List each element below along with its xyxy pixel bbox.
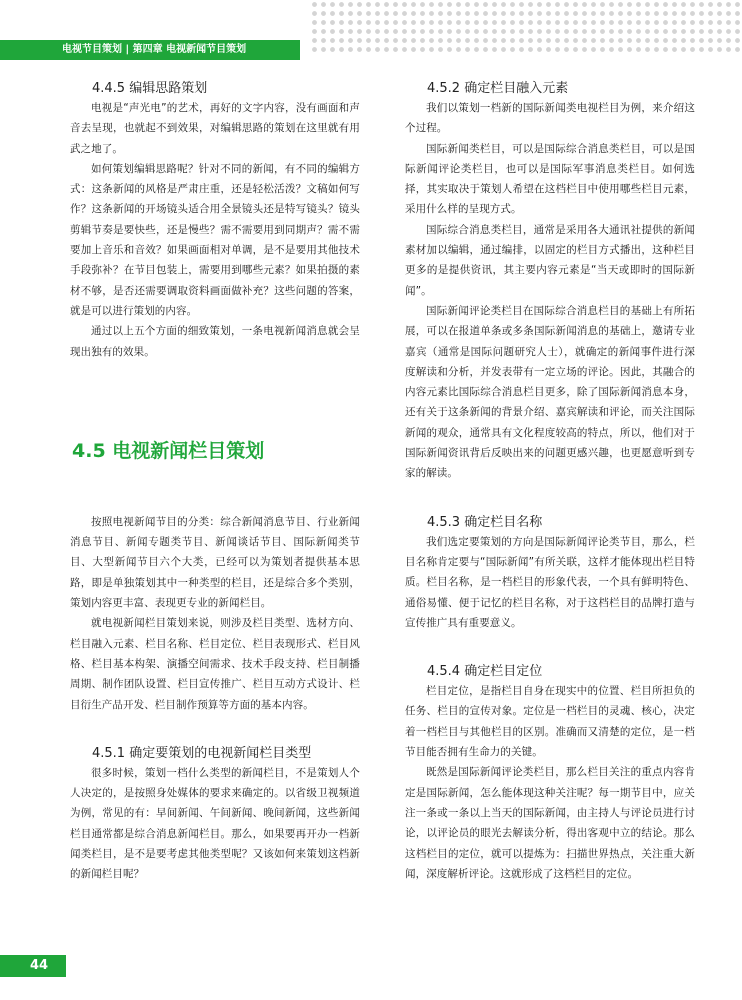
paragraph: 如何策划编辑思路呢？针对不同的新闻，有不同的编辑方式：这条新闻的风格是严肃庄重，还是轻松活泼？文稿如何写作？这条新闻的开场镜头适合用全景镜头还是特写镜头？镜头剪辑节奏是要快些，还是慢些？需不需要用到同期声？需不需要加上音乐和音效？如果画面相对单调，是不是要用其他技术手段弥补？在节目包装上，需要用到哪些元素？如果拍摄的素材不够，是否还需要调取资料画面做补充？这些问题的答案，就是可以进行策划的内容。 [70, 162, 360, 317]
section-4-5-2-heading: 4.5.2 确定栏目融入元素 [427, 81, 569, 96]
running-header [62, 44, 246, 56]
chapter-title: 第四章 电视新闻节目策划 [132, 44, 247, 55]
paragraph: 国际新闻类栏目，可以是国际综合消息类栏目，可以是国际新闻评论类栏目，也可以是国际军事消息类栏目。如何选择，其实取决于策划人希望在这档栏目中使用哪些栏目元素，采用什么样的呈现方式。 [405, 142, 695, 216]
left-column [70, 80, 360, 885]
page-number: 44 [30, 958, 49, 973]
paragraph: 很多时候，策划一档什么类型的新闻栏目，不是策划人个人决定的，是按照身处媒体的要求来确定的。以省级卫视频道为例，常见的有：早间新闻、午间新闻、晚间新闻，这些新闻栏目通常都是综合消息新闻栏目。那么，如果要再开办一档新闻类栏目，是不是要考虑其他类型呢？又该如何来策划这档新的新闻栏目呢？ [70, 766, 360, 881]
paragraph: 我们以策划一档新的国际新闻类电视栏目为例，来介绍这个过程。 [405, 102, 695, 135]
header-separator: | [122, 44, 133, 55]
paragraph: 既然是国际新闻评论类栏目，那么栏目关注的重点内容肯定是国际新闻，怎么能体现这种关注呢？每一期节目中，应关注一条或一条以上当天的国际新闻，由主持人与评论员进行讨论，以评论员的眼光去解读分析，得出客观中立的结论。那么这档栏目的定位，就可以提炼为：扫描世界热点，关注重大新闻，深度解析评论。这就形成了这档栏目的定位。 [405, 766, 695, 880]
section-4-5-1-heading: 4.5.1 确定要策划的电视新闻栏目类型 [92, 745, 312, 761]
section-4-4-5-heading: 4.4.5 编辑思路策划 [92, 81, 208, 96]
paragraph: 国际新闻评论类栏目在国际综合消息栏目的基础上有所拓展，可以在报道单条或多条国际新闻消息的基础上，邀请专业嘉宾（通常是国际问题研究人士），就确定的新闻事件进行深度解读和分析，并发表带有一定立场的评论。因此，其融合的内容元素比国际综合消息栏目更多，除了国际新闻消息本身，还有关于这条新闻的背景介绍、嘉宾解读和评论，而关注国际新闻的观众，通常具有文化程度较高的特点，所以，他们对于国际新闻资讯背后反映出来的问题更感兴趣，也更愿意听到专家的解读。 [405, 304, 695, 480]
right-column [405, 80, 695, 884]
book-title: 电视节目策划 [62, 44, 122, 55]
paragraph: 就电视新闻栏目策划来说，则涉及栏目类型、选材方向、栏目融入元素、栏目名称、栏目定位、栏目表现形式、栏目风格、栏目基本构架、演播空间需求、技术手段支持、栏目制播周期、制作团队设置、栏目宣传推广、栏目互动方式设计、栏目衍生产品开发、栏目制作预算等方面的基本内容。 [70, 617, 360, 711]
paragraph: 国际综合消息类栏目，通常是采用各大通讯社提供的新闻素材加以编辑，通过编排，以固定的栏目方式播出，这种栏目更多的是提供资讯，其主要内容元素是“当天或即时的国际新闻”。 [405, 223, 695, 297]
section-4-5-heading: 4.5 电视新闻栏目策划 [72, 439, 265, 462]
section-4-5-4-heading: 4.5.4 确定栏目定位 [427, 664, 543, 680]
paragraph: 我们选定要策划的方向是国际新闻评论类节目，那么，栏目名称肯定要与“国际新闻”有所关联，这样才能体现出栏目特质。栏目名称，是一档栏目的形象代表，一个具有鲜明特色、通俗易懂、便于记忆的栏目名称，对于这档栏目的品牌打造与宣传推广具有重要意义。 [405, 535, 695, 629]
paragraph: 电视是“声光电”的艺术，再好的文字内容，没有画面和声音去呈现，也就起不到效果，对编辑思路的策划在这里就有用武之地了。 [70, 102, 360, 155]
paragraph: 通过以上五个方面的细致策划，一条电视新闻消息就会呈现出独有的效果。 [70, 325, 360, 358]
header-dot-pattern [310, 0, 742, 56]
paragraph: 栏目定位，是指栏目自身在现实中的位置、栏目所担负的任务、栏目的宣传对象。定位是一档栏目的灵魂、核心，决定着一档栏目与其他栏目的区别。准确而又清楚的定位，是一档节目能否拥有生命力的关键。 [405, 685, 695, 759]
section-4-5-3-heading: 4.5.3 确定栏目名称 [427, 514, 543, 530]
paragraph: 按照电视新闻节目的分类：综合新闻消息节目、行业新闻消息节目、新闻专题类节目、新闻谈话节目、国际新闻类节目、大型新闻节目六个大类，已经可以为策划者提供基本思路，即是单独策划其中一种类型的栏目，还是综合多个类别，策划内容更丰富、表现更专业的新闻栏目。 [70, 515, 360, 610]
